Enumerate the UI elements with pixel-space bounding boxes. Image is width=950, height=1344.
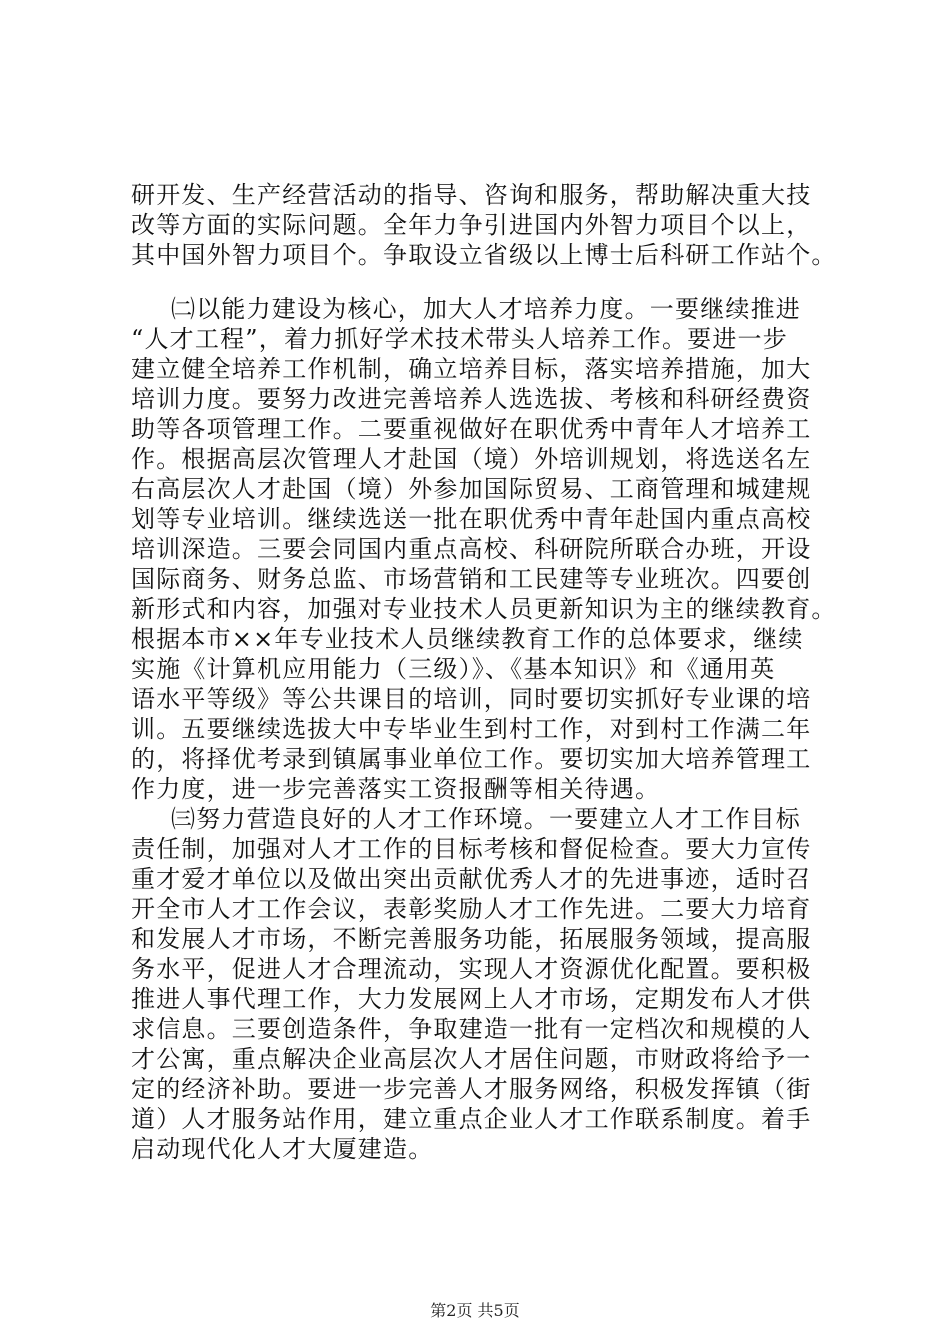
text-line: 重才爱才单位以及做出突出贡献优秀人才的先进事迹，适时召	[131, 865, 812, 893]
text-line: 道）人才服务站作用，建立重点企业人才工作联系制度。着手	[131, 1105, 812, 1133]
text-line: 务水平，促进人才合理流动，实现人才资源优化配置。要积极	[131, 955, 812, 983]
text-line: 训。五要继续选拔大中专毕业生到村工作，对到村工作满二年	[131, 715, 812, 743]
text-line: 划等专业培训。继续选送一批在职优秀中青年赴国内重点高校	[131, 505, 812, 533]
text-line: 右高层次人才赴国（境）外参加国际贸易、工商管理和城建规	[131, 475, 812, 503]
paragraph-gap	[131, 270, 851, 294]
text-line: ㈢努力营造良好的人才工作环境。一要建立人才工作目标	[171, 805, 801, 833]
text-line: 助等各项管理工作。二要重视做好在职优秀中青年人才培养工	[131, 415, 812, 443]
text-line: “人才工程”，着力抓好学术技术带头人培养工作。要进一步	[131, 325, 788, 353]
text-line: 推进人事代理工作，大力发展网上人才市场，定期发布人才供	[131, 985, 812, 1013]
text-line: 实施《计算机应用能力（三级）》、《基本知识》和《通用英	[131, 655, 776, 683]
text-line: 开全市人才工作会议，表彰奖励人才工作先进。二要大力培育	[131, 895, 812, 923]
text-line: 启动现代化人才大厦建造。	[131, 1135, 434, 1163]
text-line: 责任制，加强对人才工作的目标考核和督促检查。要大力宣传	[131, 835, 812, 863]
text-line: 作力度，进一步完善落实工资报酬等相关待遇。	[131, 775, 661, 803]
paragraph-talent-environment	[131, 804, 851, 1164]
text-line: 才公寓，重点解决企业高层次人才居住问题，市财政将给予一	[131, 1045, 812, 1073]
text-line: 的，将择优考录到镇属事业单位工作。要切实加大培养管理工	[131, 745, 812, 773]
page-number-footer: 第2页 共5页	[430, 1301, 520, 1320]
text-line: 培训深造。三要会同国内重点高校、科研院所联合办班，开设	[131, 535, 812, 563]
text-line: 根据本市××年专业技术人员继续教育工作的总体要求，继续	[131, 625, 804, 653]
text-line: 研开发、生产经营活动的指导、咨询和服务，帮助解决重大技	[131, 181, 812, 209]
document-body	[131, 180, 851, 1164]
text-line: 建立健全培养工作机制，确立培养目标，落实培养措施，加大	[131, 355, 812, 383]
text-line: 和发展人才市场，不断完善服务功能，拓展服务领域，提高服	[131, 925, 812, 953]
text-line: 作。根据高层次管理人才赴国（境）外培训规划，将选送名左	[131, 445, 812, 473]
text-line: 新形式和内容，加强对专业技术人员更新知识为主的继续教育。	[131, 595, 837, 623]
text-line: 定的经济补助。要进一步完善人才服务网络，积极发挥镇（街	[131, 1075, 812, 1103]
text-line: 培训力度。要努力改进完善培养人选选拔、考核和科研经费资	[131, 385, 812, 413]
paragraph-continuation	[131, 180, 851, 270]
text-line: 语水平等级》等公共课目的培训，同时要切实抓好专业课的培	[131, 685, 812, 713]
text-line: 求信息。三要创造条件，争取建造一批有一定档次和规模的人	[131, 1015, 812, 1043]
text-line: ㈡以能力建设为核心，加大人才培养力度。一要继续推进	[171, 295, 801, 323]
text-line: 改等方面的实际问题。全年力争引进国内外智力项目个以上，	[131, 211, 812, 239]
text-line: 国际商务、财务总监、市场营销和工民建等专业班次。四要创	[131, 565, 812, 593]
paragraph-talent-training	[131, 294, 851, 804]
text-line: 其中国外智力项目个。争取设立省级以上博士后科研工作站个。	[131, 241, 837, 269]
